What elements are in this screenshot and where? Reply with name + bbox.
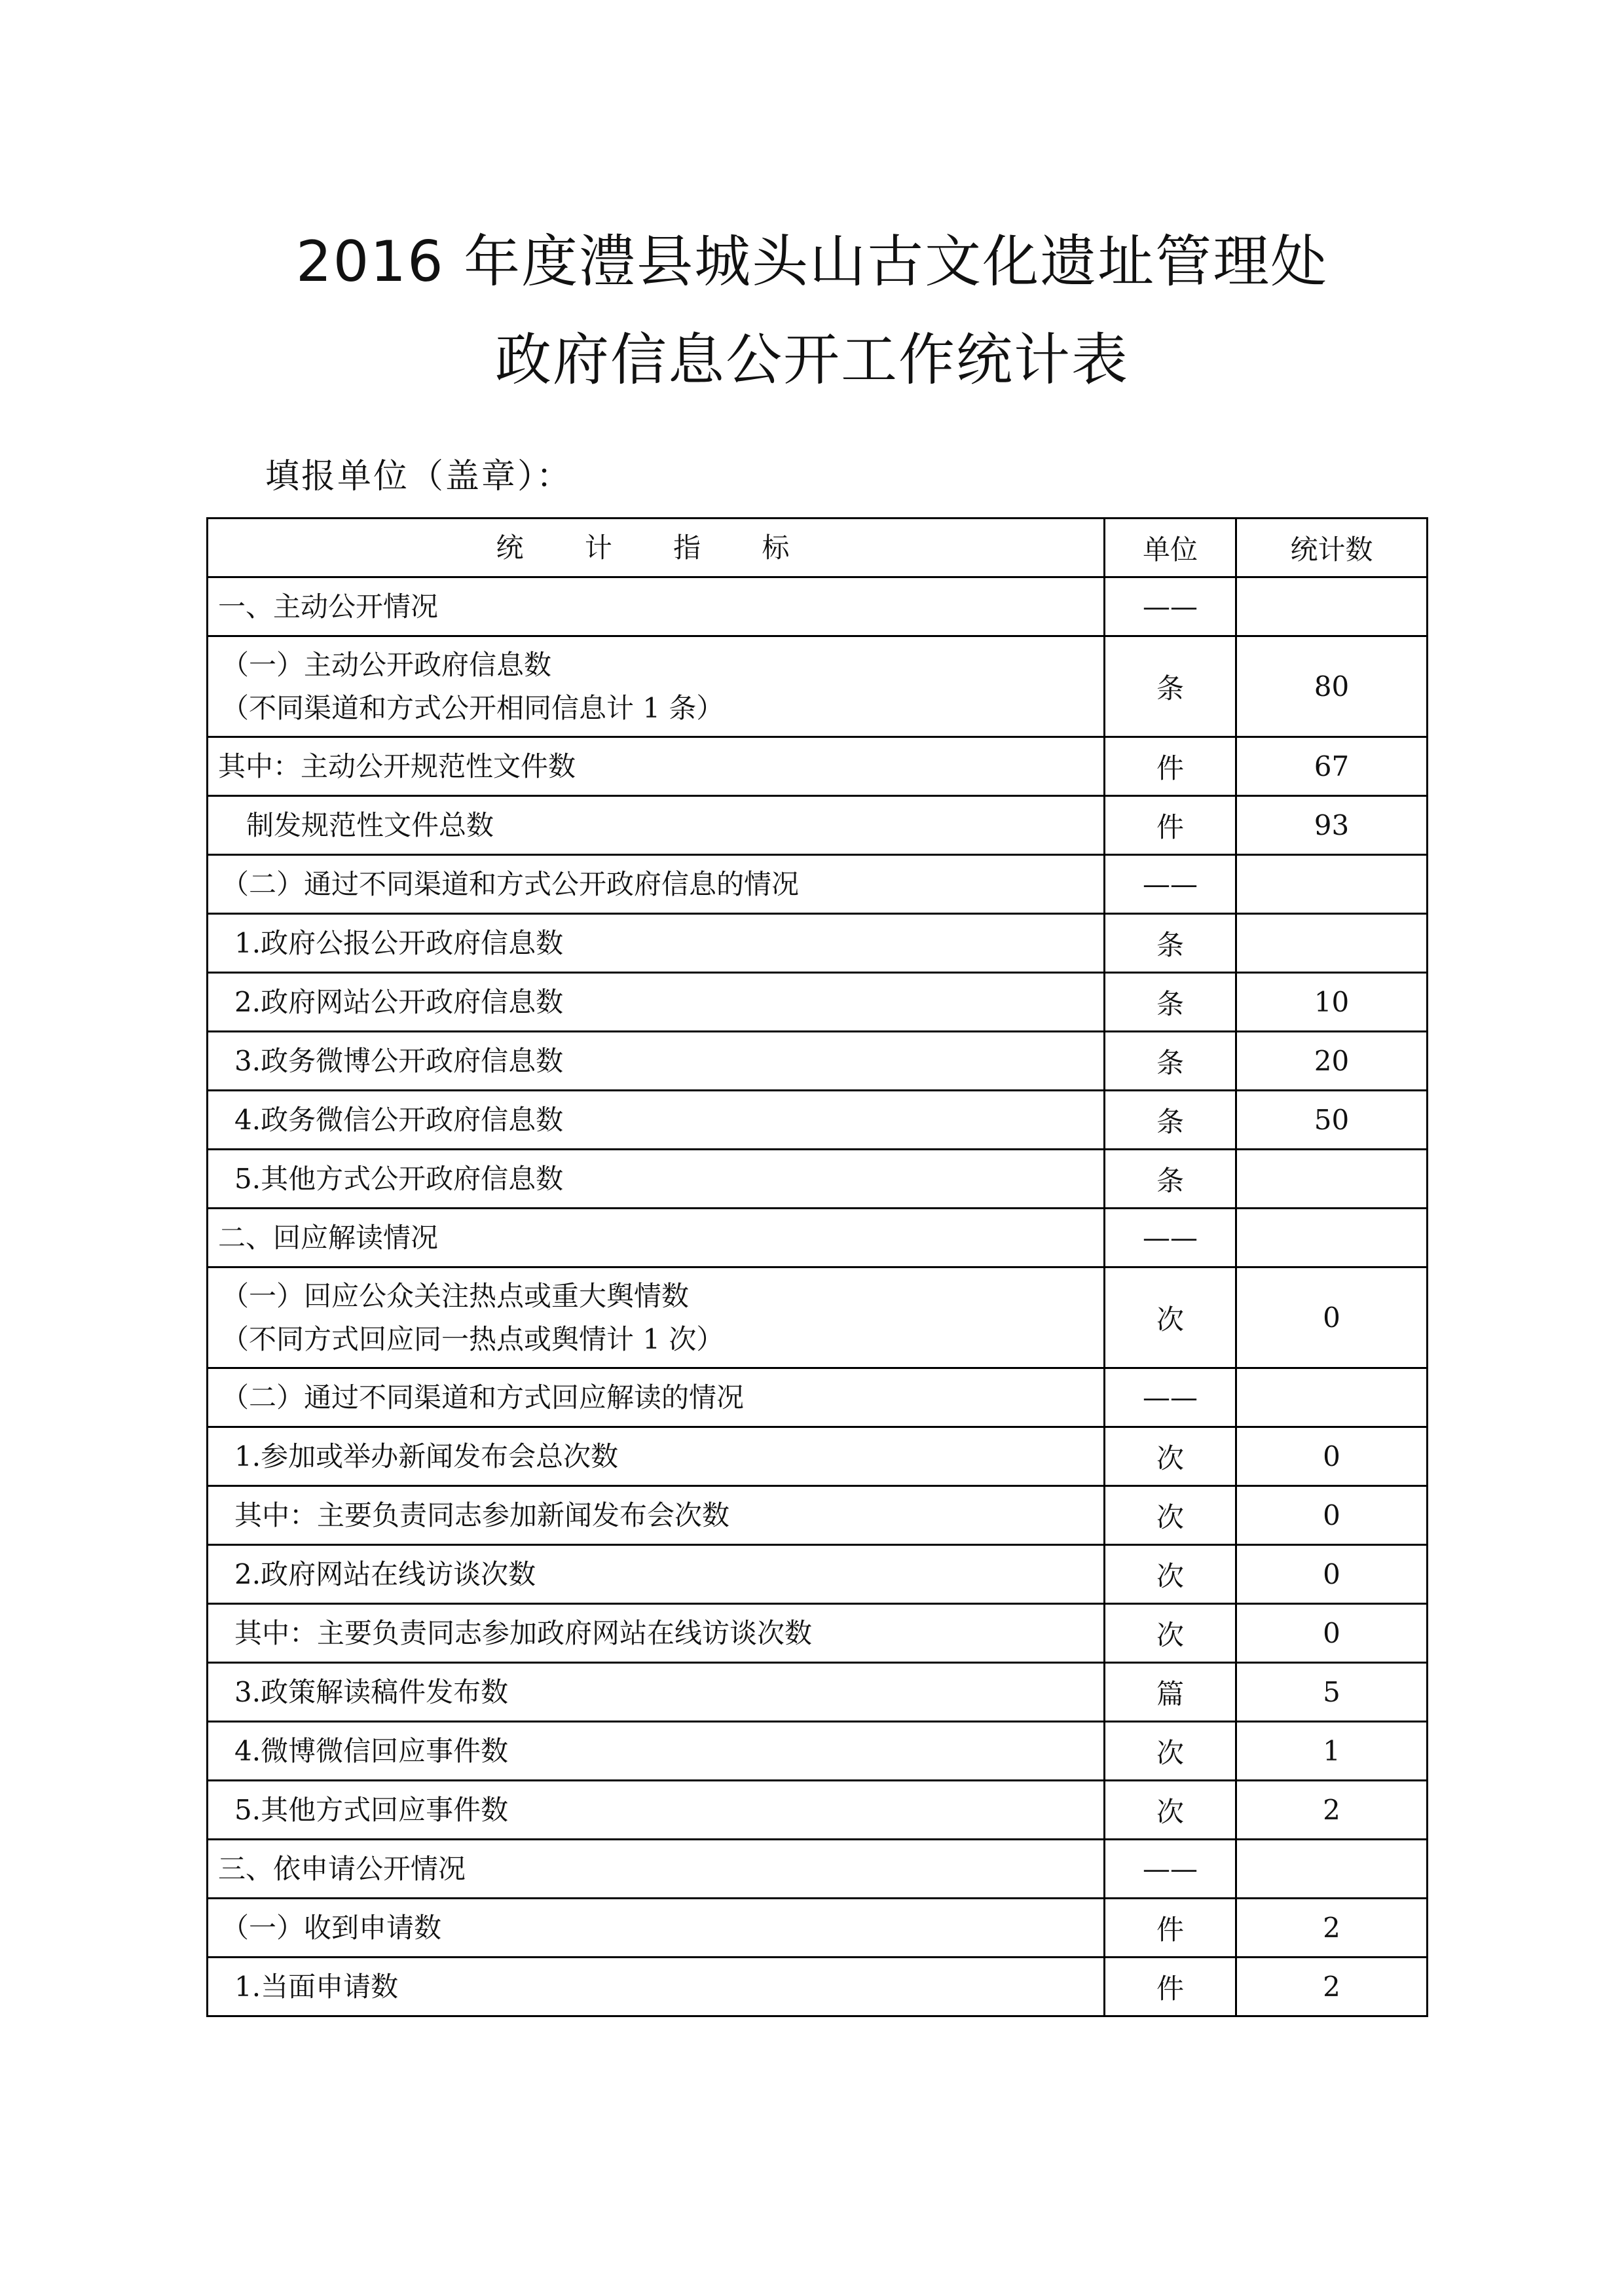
- indicator-cell: 其中：主动公开规范性文件数: [208, 737, 1105, 796]
- indicator-cell: 2.政府网站公开政府信息数: [208, 973, 1105, 1032]
- value-cell: 0: [1236, 1427, 1428, 1486]
- table-row: [208, 1267, 1428, 1368]
- table-row: [208, 914, 1428, 973]
- value-cell: 10: [1236, 973, 1428, 1032]
- unit-cell: 条: [1105, 914, 1236, 973]
- table-row: [208, 1899, 1428, 1958]
- value-cell: [1236, 1840, 1428, 1899]
- table-row: [208, 973, 1428, 1032]
- indicator-cell: 2.政府网站在线访谈次数: [208, 1545, 1105, 1604]
- indicator-cell: 5.其他方式回应事件数: [208, 1781, 1105, 1840]
- table-header-row: [208, 519, 1428, 577]
- unit-cell: 件: [1105, 1899, 1236, 1958]
- indicator-cell: 1.政府公报公开政府信息数: [208, 914, 1105, 973]
- value-cell: 67: [1236, 737, 1428, 796]
- table-row: [208, 1368, 1428, 1427]
- indicator-cell: [208, 636, 1105, 737]
- indicator-cell: 4.政务微信公开政府信息数: [208, 1091, 1105, 1150]
- table-row: [208, 1209, 1428, 1267]
- unit-cell: 条: [1105, 973, 1236, 1032]
- table-row: [208, 1150, 1428, 1209]
- unit-cell: 次: [1105, 1427, 1236, 1486]
- unit-cell: 条: [1105, 1150, 1236, 1209]
- unit-cell: ——: [1105, 1368, 1236, 1427]
- value-cell: [1236, 577, 1428, 636]
- indicator-cell: 三、依申请公开情况: [208, 1840, 1105, 1899]
- unit-cell: 次: [1105, 1486, 1236, 1545]
- header-count: 统计数: [1236, 519, 1428, 577]
- value-cell: 0: [1236, 1267, 1428, 1368]
- table-row: [208, 1486, 1428, 1545]
- table-row: [208, 1781, 1428, 1840]
- unit-cell: 次: [1105, 1267, 1236, 1368]
- value-cell: [1236, 855, 1428, 914]
- indicator-note: （不同渠道和方式公开相同信息计 1 条）: [221, 691, 724, 724]
- indicator-cell: 1.参加或举办新闻发布会总次数: [208, 1427, 1105, 1486]
- table-row: [208, 1663, 1428, 1722]
- indicator-cell: 3.政务微博公开政府信息数: [208, 1032, 1105, 1091]
- unit-cell: 件: [1105, 1958, 1236, 2016]
- table-row: [208, 1840, 1428, 1899]
- table-row: [208, 1427, 1428, 1486]
- statistics-table: [206, 517, 1428, 2017]
- table-row: [208, 1032, 1428, 1091]
- unit-cell: 件: [1105, 796, 1236, 855]
- value-cell: [1236, 914, 1428, 973]
- indicator-cell: 制发规范性文件总数: [208, 796, 1105, 855]
- table-row: [208, 1545, 1428, 1604]
- indicator-cell: [208, 1267, 1105, 1368]
- unit-cell: ——: [1105, 855, 1236, 914]
- indicator-note: （不同方式回应同一热点或舆情计 1 次）: [221, 1322, 724, 1355]
- indicator-cell: 其中：主要负责同志参加新闻发布会次数: [208, 1486, 1105, 1545]
- indicator-cell: 4.微博微信回应事件数: [208, 1722, 1105, 1781]
- document-title-line2: 政府信息公开工作统计表: [495, 327, 1129, 393]
- table-row: [208, 855, 1428, 914]
- indicator-cell: 1.当面申请数: [208, 1958, 1105, 2016]
- value-cell: 0: [1236, 1604, 1428, 1663]
- value-cell: 0: [1236, 1545, 1428, 1604]
- value-cell: [1236, 1368, 1428, 1427]
- unit-cell: 次: [1105, 1604, 1236, 1663]
- indicator-cell: 5.其他方式公开政府信息数: [208, 1150, 1105, 1209]
- value-cell: 2: [1236, 1958, 1428, 2016]
- unit-cell: 次: [1105, 1545, 1236, 1604]
- unit-cell: 条: [1105, 1091, 1236, 1150]
- table-row: [208, 737, 1428, 796]
- value-cell: 2: [1236, 1899, 1428, 1958]
- value-cell: 0: [1236, 1486, 1428, 1545]
- reporting-unit-label: 填报单位（盖章）：: [265, 457, 573, 496]
- indicator-cell: 3.政策解读稿件发布数: [208, 1663, 1105, 1722]
- indicator-line: （一）主动公开政府信息数: [221, 648, 552, 681]
- indicator-cell: （二）通过不同渠道和方式回应解读的情况: [208, 1368, 1105, 1427]
- unit-cell: 篇: [1105, 1663, 1236, 1722]
- table-row: [208, 796, 1428, 855]
- value-cell: 50: [1236, 1091, 1428, 1150]
- value-cell: [1236, 1150, 1428, 1209]
- document-title-line1: 2016 年度澧县城头山古文化遗址管理处: [295, 229, 1329, 295]
- unit-cell: 次: [1105, 1722, 1236, 1781]
- indicator-cell: 一、主动公开情况: [208, 577, 1105, 636]
- table-row: [208, 1958, 1428, 2016]
- unit-cell: ——: [1105, 1840, 1236, 1899]
- value-cell: 1: [1236, 1722, 1428, 1781]
- table-row: [208, 636, 1428, 737]
- value-cell: 93: [1236, 796, 1428, 855]
- indicator-cell: （一）收到申请数: [208, 1899, 1105, 1958]
- unit-cell: 件: [1105, 737, 1236, 796]
- indicator-cell: （二）通过不同渠道和方式公开政府信息的情况: [208, 855, 1105, 914]
- unit-cell: 条: [1105, 636, 1236, 737]
- value-cell: 20: [1236, 1032, 1428, 1091]
- unit-cell: ——: [1105, 1209, 1236, 1267]
- indicator-line: （一）回应公众关注热点或重大舆情数: [221, 1279, 690, 1312]
- value-cell: [1236, 1209, 1428, 1267]
- value-cell: 5: [1236, 1663, 1428, 1722]
- unit-cell: 次: [1105, 1781, 1236, 1840]
- table-row: [208, 1604, 1428, 1663]
- value-cell: 2: [1236, 1781, 1428, 1840]
- value-cell: 80: [1236, 636, 1428, 737]
- indicator-cell: 二、回应解读情况: [208, 1209, 1105, 1267]
- table-row: [208, 1091, 1428, 1150]
- indicator-cell: 其中：主要负责同志参加政府网站在线访谈次数: [208, 1604, 1105, 1663]
- unit-cell: ——: [1105, 577, 1236, 636]
- header-unit: 单位: [1105, 519, 1236, 577]
- unit-cell: 条: [1105, 1032, 1236, 1091]
- header-indicator: 统 计 指 标: [208, 519, 1105, 577]
- table-row: [208, 577, 1428, 636]
- table-row: [208, 1722, 1428, 1781]
